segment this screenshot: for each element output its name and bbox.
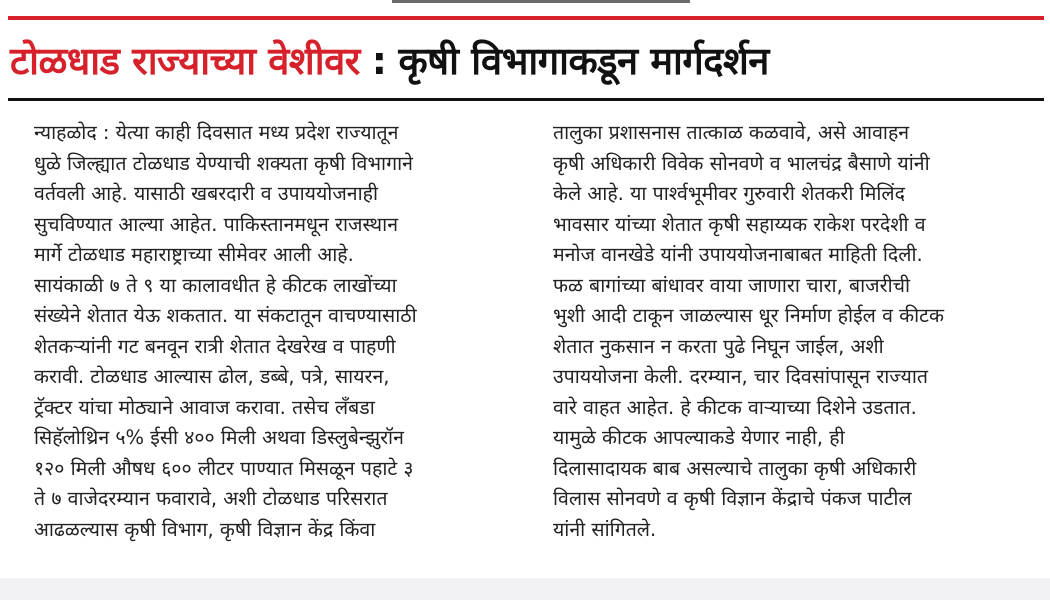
text-line: शेतकऱ्यांनी गट बनवून रात्री शेतात देखरेख व पाहणी [34, 334, 396, 358]
text-line: भुशी आदी टाकून जाळल्यास धूर निर्माण होईल व कीटक [553, 304, 944, 327]
text-line: उपाययोजना केली. दरम्यान, चार दिवसांपासून राज्यात [553, 365, 928, 388]
headline-bottom-rule [8, 98, 1044, 101]
headline-separator: : [371, 39, 387, 83]
text-line: मनोज वानखेडे यांनी उपाययोजनाबाबत माहिती दिली. [553, 243, 923, 266]
text-line: सिहॅलोथ्रिन ५% ईसी ४०० मिली अथवा डिस्लुबेन्झुरॉन [34, 426, 404, 449]
text-line: विलास सोनवणे व कृषी विज्ञान केंद्राचे पंकज पाटील [553, 487, 912, 510]
text-line: आढळल्यास कृषी विभाग, कृषी विज्ञान केंद्र किंवा [34, 517, 376, 541]
headline-sub: कृषी विभागाकडून मार्गदर्शन [398, 39, 769, 83]
top-rule-gray [392, 0, 690, 3]
page-bottom-band [0, 578, 1050, 600]
text-line: न्याहळोद : येत्या काही दिवसात मध्य प्रदेश राज्यातून [34, 121, 399, 144]
headline-main: टोळधाड राज्याच्या वेशीवर [10, 39, 360, 83]
text-line: ट्रॅक्टर यांचा मोठ्याने आवाज करावा. तसेच लॅंबडा [34, 395, 375, 419]
headline-top-rule [8, 16, 1044, 20]
text-line: सायंकाळी ७ ते ९ या कालावधीत हे कीटक लाखोंच्या [34, 273, 397, 297]
text-line: वर्तवली आहे. यासाठी खबरदारी व उपाययोजनाही [34, 182, 379, 205]
text-line: फळ बागांच्या बांधावर वाया जाणारा चारा, बाजरीची [553, 273, 911, 297]
text-line: करावी. टोळधाड आल्यास ढोल, डब्बे, पत्रे, सायरन, [34, 365, 390, 388]
headline [10, 30, 1040, 92]
article-column-right [553, 118, 1023, 545]
text-line: धुळे जिल्ह्यात टोळधाड येण्याची शक्यता कृषी विभागाने [34, 151, 413, 175]
text-line: मार्गे टोळधाड महाराष्ट्राच्या सीमेवर आली आहे. [34, 243, 354, 266]
text-line: कृषी अधिकारी विवेक सोनवणे व भालचंद्र बैसाणे यांनी [553, 151, 930, 175]
text-line: संख्येने शेतात येऊ शकतात. या संकटातून वाचण्यासाठी [34, 304, 417, 327]
text-line: शेतात नुकसान न करता पुढे निघून जाईल, अशी [553, 334, 884, 358]
text-line: भावसार यांच्या शेतात कृषी सहाय्यक राकेश परदेशी व [553, 212, 926, 236]
text-line: केले आहे. या पार्श्वभूमीवर गुरुवारी शेतकरी मिलिंद [553, 182, 905, 205]
text-line: ते ७ वाजेदरम्यान फवारावे, अशी टोळधाड परिसरात [34, 487, 388, 510]
text-line: यांनी सांगितले. [553, 517, 657, 541]
text-line: दिलासादायक बाब असल्याचे तालुका कृषी अधिकारी [553, 456, 917, 480]
text-line: यामुळे कीटक आपल्याकडे येणार नाही, ही [553, 426, 845, 449]
text-line: तालुका प्रशासनास तात्काळ कळवावे, असे आवाहन [553, 121, 910, 144]
text-line: सुचविण्यात आल्या आहेत. पाकिस्तानमधून राजस्थान [34, 212, 399, 236]
article-column-left [34, 118, 529, 545]
text-line: वारे वाहत आहेत. हे कीटक वाऱ्याच्या दिशेने उडतात. [553, 395, 917, 419]
text-line: १२० मिली औषध ६०० लीटर पाण्यात मिसळून पहाटे ३ [34, 456, 414, 480]
